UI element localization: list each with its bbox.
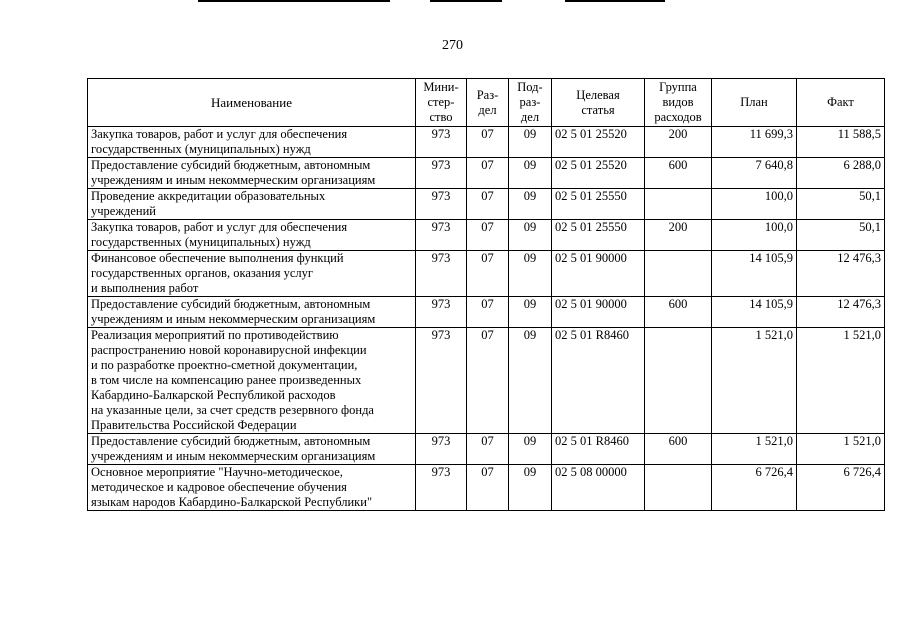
cell-subsection: 09: [509, 297, 552, 328]
cell-plan: 7 640,8: [712, 158, 797, 189]
header-fact: Факт: [797, 79, 885, 127]
cell-group: [645, 328, 712, 434]
cell-subsection: 09: [509, 127, 552, 158]
table-row: [88, 465, 885, 511]
cell-group: 600: [645, 158, 712, 189]
cell-plan: 1 521,0: [712, 328, 797, 434]
cell-group: 200: [645, 220, 712, 251]
cell-name: Закупка товаров, работ и услуг для обеспечения государственных (муниципальных) нужд: [88, 127, 416, 158]
cell-fact: 1 521,0: [797, 328, 885, 434]
header-section: Раз- дел: [467, 79, 509, 127]
cell-section: 07: [467, 158, 509, 189]
cell-plan: 100,0: [712, 220, 797, 251]
cell-ministry: 973: [416, 158, 467, 189]
cell-plan: 14 105,9: [712, 251, 797, 297]
cell-target: 02 5 01 25520: [552, 158, 645, 189]
table-row: [88, 328, 885, 434]
header-name: Наименование: [88, 79, 416, 127]
cell-fact: 50,1: [797, 189, 885, 220]
cell-target: 02 5 01 90000: [552, 297, 645, 328]
cell-name: Финансовое обеспечение выполнения функций государственных органов, оказания услуг и выполнения работ: [88, 251, 416, 297]
cell-name: Основное мероприятие "Научно-методическое, методическое и кадровое обеспечение обучения языкам народов Кабардино-Балкарской Республики": [88, 465, 416, 511]
cell-subsection: 09: [509, 251, 552, 297]
cell-plan: 11 699,3: [712, 127, 797, 158]
cell-section: 07: [467, 297, 509, 328]
cell-section: 07: [467, 220, 509, 251]
cell-ministry: 973: [416, 434, 467, 465]
cell-ministry: 973: [416, 189, 467, 220]
cell-section: 07: [467, 434, 509, 465]
cell-ministry: 973: [416, 127, 467, 158]
table-row: [88, 189, 885, 220]
top-rule-1: [198, 0, 390, 2]
cell-fact: 12 476,3: [797, 251, 885, 297]
table-row: [88, 158, 885, 189]
cell-name: Закупка товаров, работ и услуг для обеспечения государственных (муниципальных) нужд: [88, 220, 416, 251]
cell-group: 200: [645, 127, 712, 158]
cell-subsection: 09: [509, 328, 552, 434]
top-rule-3: [565, 0, 665, 2]
cell-fact: 6 726,4: [797, 465, 885, 511]
cell-subsection: 09: [509, 158, 552, 189]
header-row: [88, 79, 885, 127]
table-row: [88, 127, 885, 158]
cell-name: Предоставление субсидий бюджетным, автономным учреждениям и иным некоммерческим организациям: [88, 158, 416, 189]
cell-name: Проведение аккредитации образовательных учреждений: [88, 189, 416, 220]
header-plan: План: [712, 79, 797, 127]
top-rule-2: [430, 0, 502, 2]
cell-plan: 1 521,0: [712, 434, 797, 465]
cell-ministry: 973: [416, 328, 467, 434]
cell-group: [645, 251, 712, 297]
cell-target: 02 5 01 25550: [552, 189, 645, 220]
cell-plan: 14 105,9: [712, 297, 797, 328]
cell-name: Предоставление субсидий бюджетным, автономным учреждениям и иным некоммерческим организациям: [88, 434, 416, 465]
cell-target: 02 5 08 00000: [552, 465, 645, 511]
cell-target: 02 5 01 90000: [552, 251, 645, 297]
header-target: Целевая статья: [552, 79, 645, 127]
cell-plan: 6 726,4: [712, 465, 797, 511]
cell-fact: 1 521,0: [797, 434, 885, 465]
table-body: [88, 127, 885, 511]
table-row: [88, 220, 885, 251]
cell-subsection: 09: [509, 220, 552, 251]
cell-fact: 6 288,0: [797, 158, 885, 189]
cell-ministry: 973: [416, 251, 467, 297]
cell-group: [645, 465, 712, 511]
cell-subsection: 09: [509, 465, 552, 511]
cell-target: 02 5 01 25520: [552, 127, 645, 158]
cell-group: 600: [645, 434, 712, 465]
header-group: Группа видов расходов: [645, 79, 712, 127]
cell-ministry: 973: [416, 465, 467, 511]
cell-subsection: 09: [509, 434, 552, 465]
cell-ministry: 973: [416, 220, 467, 251]
cell-fact: 11 588,5: [797, 127, 885, 158]
cell-section: 07: [467, 251, 509, 297]
cell-section: 07: [467, 328, 509, 434]
budget-table: [87, 78, 885, 511]
cell-section: 07: [467, 189, 509, 220]
cell-target: 02 5 01 25550: [552, 220, 645, 251]
cell-ministry: 973: [416, 297, 467, 328]
cell-fact: 12 476,3: [797, 297, 885, 328]
cell-section: 07: [467, 127, 509, 158]
header-ministry: Мини- стер- ство: [416, 79, 467, 127]
cell-fact: 50,1: [797, 220, 885, 251]
cell-plan: 100,0: [712, 189, 797, 220]
cell-name: Предоставление субсидий бюджетным, автономным учреждениям и иным некоммерческим организациям: [88, 297, 416, 328]
page-number: 270: [442, 38, 463, 53]
cell-section: 07: [467, 465, 509, 511]
cell-target: 02 5 01 R8460: [552, 328, 645, 434]
cell-name: Реализация мероприятий по противодействию распространению новой коронавирусной инфекции и по разработке проектно-сметной документации, в том числе на компенсацию ранее произведенных Кабардино-Балкарской Республикой расходов на указанные цели, за счет средств резервного фонда Правительства Российской Федерации: [88, 328, 416, 434]
table-row: [88, 297, 885, 328]
cell-target: 02 5 01 R8460: [552, 434, 645, 465]
header-subsection: Под- раз- дел: [509, 79, 552, 127]
cell-subsection: 09: [509, 189, 552, 220]
cell-group: 600: [645, 297, 712, 328]
table-row: [88, 434, 885, 465]
table-row: [88, 251, 885, 297]
cell-group: [645, 189, 712, 220]
